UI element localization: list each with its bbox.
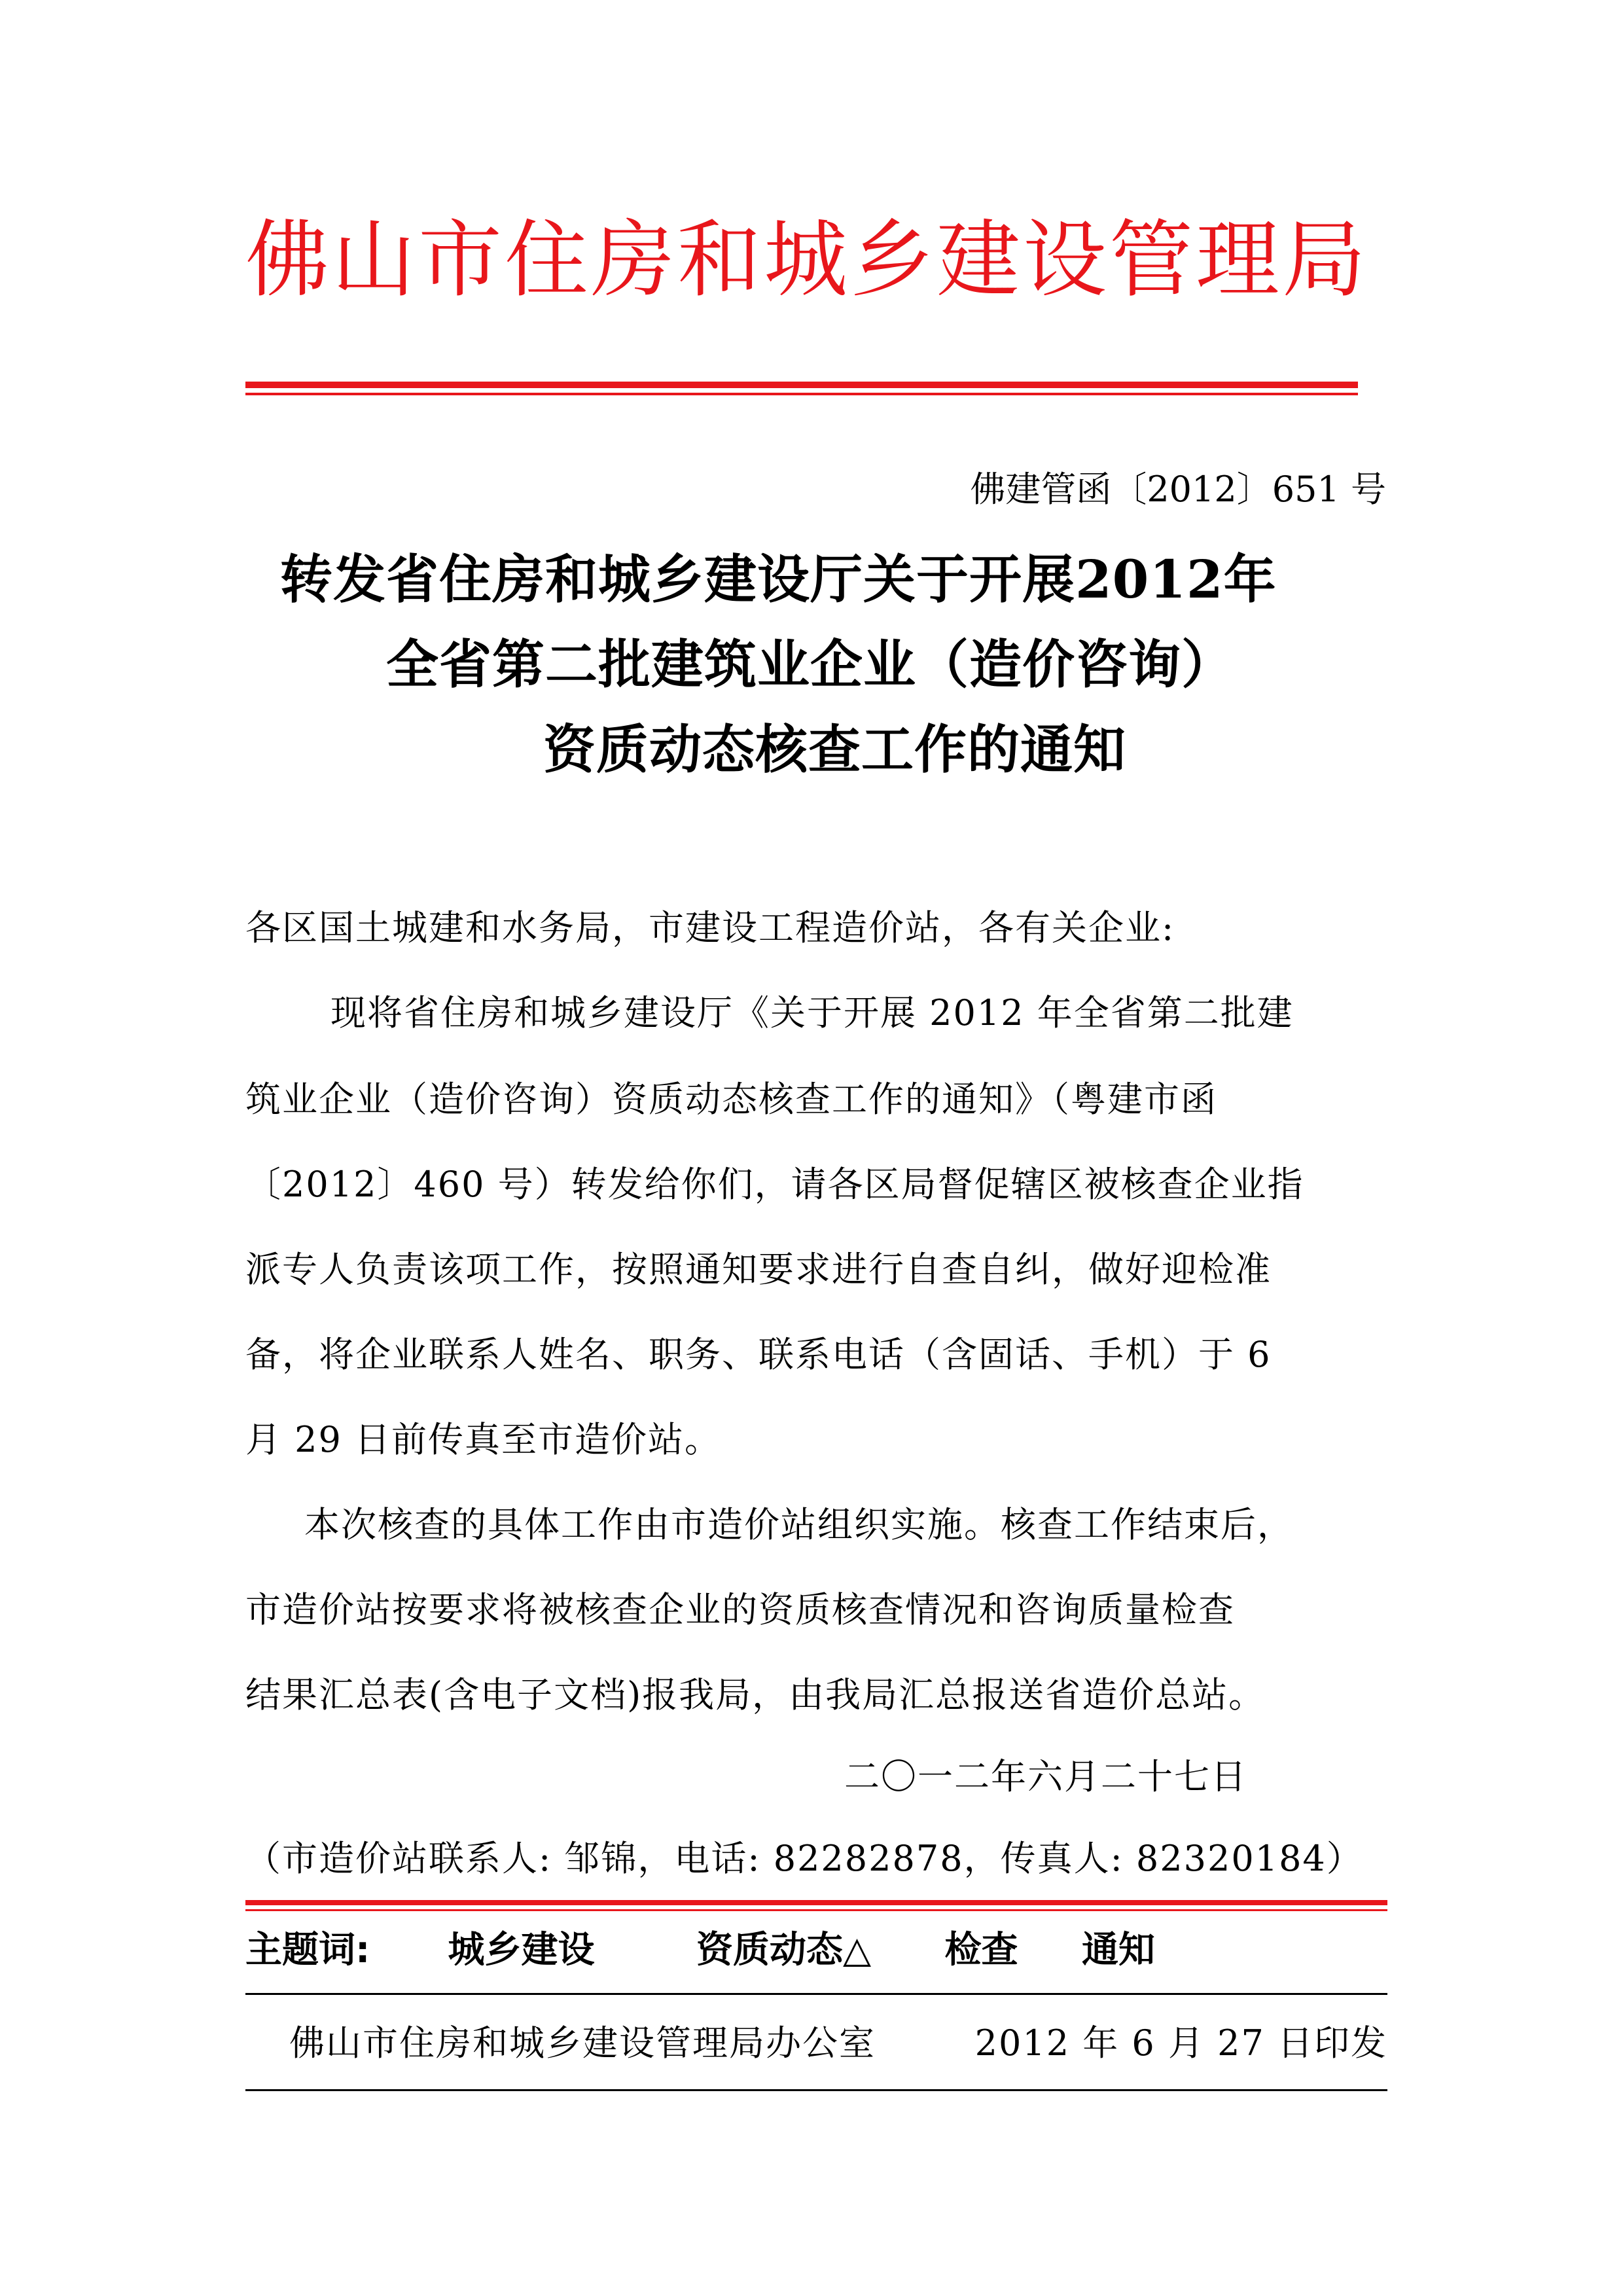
document-title-line-3: 资质动态核查工作的通知 (543, 719, 1126, 780)
body-line-8: 市造价站按要求将被核查企业的资质核查情况和咨询质量检查 (245, 1589, 1235, 1630)
keywords-label: 主题词: (245, 1929, 370, 1971)
body-line-2: 筑业企业（造价咨询）资质动态核查工作的通知》（粤建市函 (245, 1079, 1217, 1120)
footer-black-rule-bottom (245, 2089, 1387, 2091)
body-line-3: 〔2012〕460 号）转发给你们，请各区局督促辖区被核查企业指 (245, 1164, 1304, 1205)
body-line-5: 备，将企业联系人姓名、职务、联系电话（含固话、手机）于 6 (245, 1334, 1272, 1375)
body-line-9: 结果汇总表(含电子文档)报我局，由我局汇总报送省造价总站。 (245, 1674, 1266, 1715)
keyword-4: 通知 (1082, 1929, 1155, 1971)
contact-line: （市造价站联系人: 邹锦，电话: 82282878，传真人: 82320184） (245, 1838, 1363, 1879)
issuer: 佛山市住房和城乡建设管理局办公室 (289, 2022, 876, 2064)
document-title-line-1: 转发省住房和城乡建设厅关于开展2012年 (280, 548, 1277, 610)
document-number: 佛建管函〔2012〕651 号 (970, 469, 1386, 510)
agency-header: 佛山市住房和城乡建设管理局 (245, 211, 1369, 309)
footer-red-rule-thick (245, 1900, 1387, 1905)
footer-red-rule-thin (245, 1909, 1387, 1911)
body-line-6: 月 29 日前传真至市造价站。 (245, 1419, 722, 1460)
header-red-rule-thin (245, 393, 1358, 395)
keyword-2: 资质动态△ (696, 1929, 872, 1971)
body-line-1: 现将省住房和城乡建设厅《关于开展 2012 年全省第二批建 (330, 992, 1294, 1033)
document-date: 二〇一二年六月二十七日 (844, 1756, 1247, 1797)
issue-date: 2012 年 6 月 27 日印发 (974, 2022, 1387, 2064)
footer-black-rule-top (245, 1993, 1387, 1995)
keyword-1: 城乡建设 (448, 1929, 595, 1971)
recipients-line: 各区国土城建和水务局，市建设工程造价站，各有关企业: (245, 907, 1175, 948)
body-line-4: 派专人负责该项工作，按照通知要求进行自查自纠，做好迎检准 (245, 1249, 1272, 1290)
keyword-3: 检查 (944, 1929, 1018, 1971)
document-title-line-2: 全省第二批建筑业企业（造价咨询） (386, 634, 1234, 695)
header-red-rule-thick (245, 382, 1358, 388)
keywords-row (245, 1924, 1155, 1977)
body-line-7: 本次核查的具体工作由市造价站组织实施。核查工作结束后， (304, 1504, 1294, 1545)
